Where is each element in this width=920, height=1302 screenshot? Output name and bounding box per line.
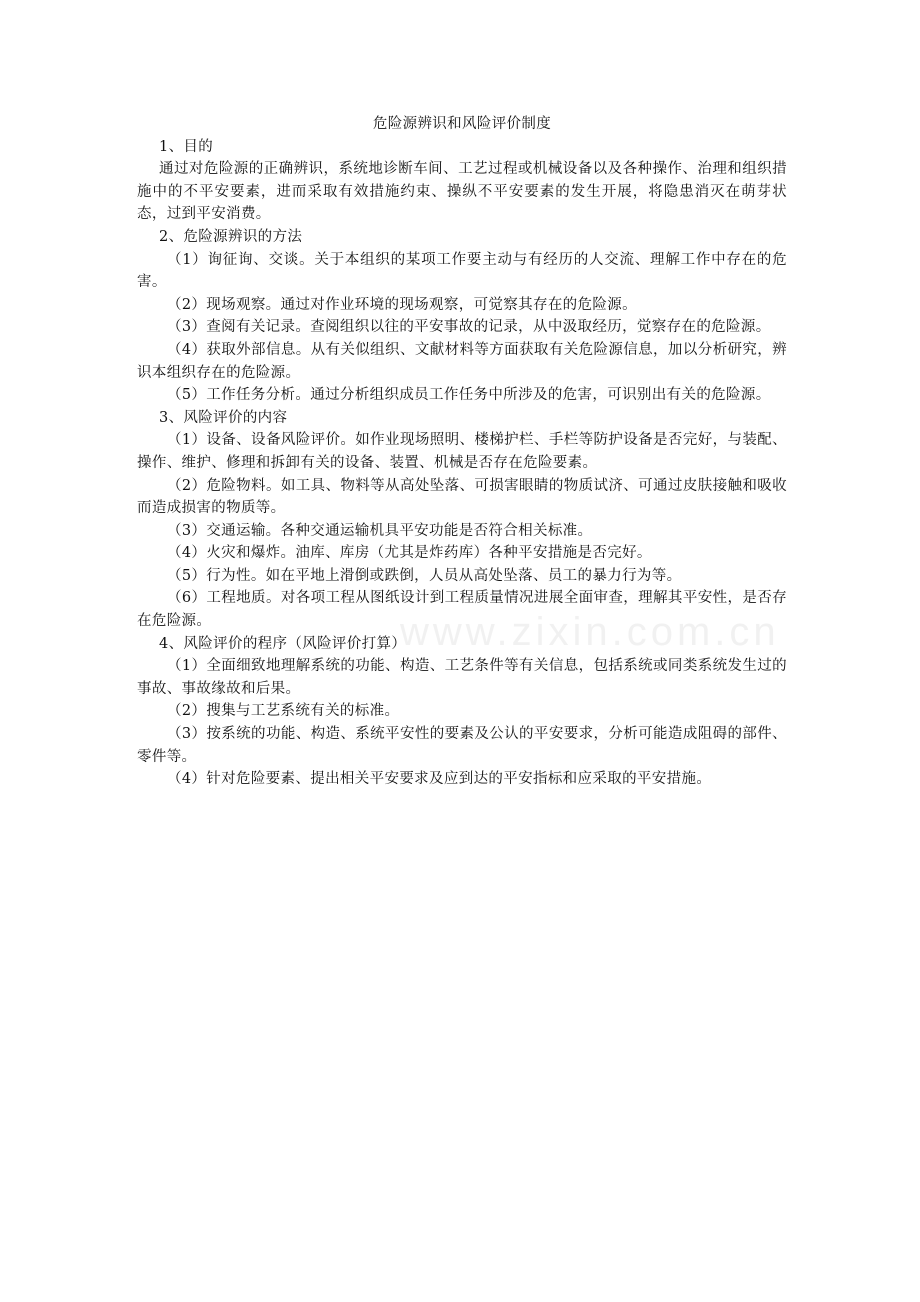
section-heading-evaluation-procedure: 4、风险评价的程序（风险评价打算） <box>159 635 407 652</box>
list-item: （1）设备、设备风险评价。如作业现场照明、楼梯护栏、手栏等防护设备是否完好，与装配、操作、维护、修理和拆卸有关的设备、装置、机械是否存在危险要素。 <box>137 432 787 471</box>
list-item: （1）询征询、交谈。关于本组织的某项工作要主动与有经历的人交流、理解工作中存在的危害。 <box>137 251 787 291</box>
document-title: 危险源辨识和风险评价制度 <box>372 116 552 132</box>
list-item: （2）搜集与工艺系统有关的标准。 <box>167 703 400 720</box>
list-item: （5）行为性。如在平地上滑倒或跌倒，人员从高处坠落、员工的暴力行为等。 <box>167 567 682 584</box>
paragraph: 通过对危险源的正确辨识，系统地诊断车间、工艺过程或机械设备以及各种操作、治理和组织措施中的不平安要素，进而采取有效措施约束、操纵不平安要素的发生开展，将隐患消灭在萌芽状态，过到平安消费。 <box>137 161 787 223</box>
document-page <box>137 113 787 791</box>
list-item: （3）按系统的功能、构造、系统平安性的要素及公认的平安要求，分析可能造成阻碍的部件、零件等。 <box>137 726 787 765</box>
watermark: www.zixin.com.cn <box>400 610 780 654</box>
section-heading-evaluation-content: 3、风险评价的内容 <box>159 409 288 426</box>
list-item: （6）工程地质。对各项工程从图纸设计到工程质量情况进展全面审查，理解其平安性，是否存在危险源。 <box>137 590 787 630</box>
section-heading-identification-methods: 2、危险源辨识的方法 <box>159 228 303 245</box>
section-heading-purpose: 1、目的 <box>159 138 214 155</box>
list-item: （5）工作任务分析。通过分析组织成员工作任务中所涉及的危害，可识别出有关的危险源。 <box>167 387 771 404</box>
list-item: （2）现场观察。通过对作业环境的现场观察，可觉察其存在的危险源。 <box>167 296 637 313</box>
list-item: （4）火灾和爆炸。油库、库房（尤其是炸药库）各种平安措施是否完好。 <box>167 545 652 562</box>
list-item: （4）针对危险要素、提出相关平安要求及应到达的平安指标和应采取的平安措施。 <box>167 771 712 788</box>
list-item: （4）获取外部信息。从有关似组织、文献材料等方面获取有关危险源信息，加以分析研究，辨识本组织存在的危险源。 <box>137 341 787 381</box>
list-item: （1）全面细致地理解系统的功能、构造、工艺条件等有关信息，包括系统或同类系统发生过的事故、事故缘故和后果。 <box>137 658 787 697</box>
list-item: （2）危险物料。如工具、物料等从高处坠落、可损害眼睛的物质试济、可通过皮肤接触和吸收而造成损害的物质等。 <box>137 477 787 517</box>
list-item: （3）交通运输。各种交通运输机具平安功能是否符合相关标准。 <box>167 522 593 539</box>
list-item: （3）查阅有关记录。查阅组织以往的平安事故的记录，从中汲取经历，觉察存在的危险源。 <box>167 319 771 336</box>
